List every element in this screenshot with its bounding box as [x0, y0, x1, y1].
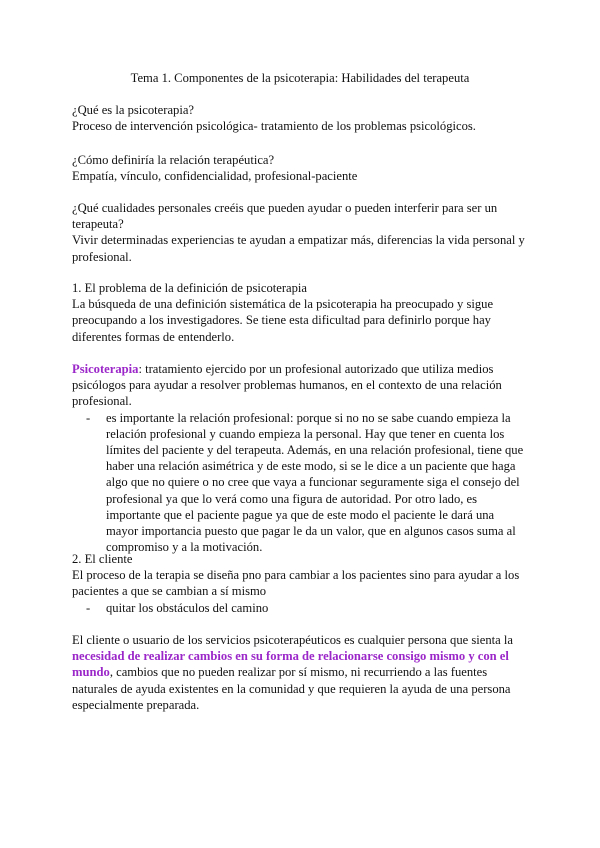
- question-1-text: ¿Qué es la psicoterapia?: [72, 103, 195, 117]
- question-1: [72, 102, 528, 134]
- bullet-text: quitar los obstáculos del camino: [106, 600, 269, 615]
- question-3: [72, 200, 528, 265]
- section-2-text: El proceso de la terapia se diseña pno para cambiar a los pacientes sino para ayudar a los pacientes a que se cambian a sí mismo: [72, 568, 520, 599]
- dash-marker: -: [86, 410, 91, 425]
- definition-text: : tratamiento ejercido por un profesional autorizado que utiliza medios psicólogos para ayudar a resolver problemas humanos, en el contexto de una relación profesional.: [72, 362, 502, 409]
- definition-paragraph: [72, 361, 528, 410]
- definition-bullets: [72, 410, 528, 556]
- answer-3-text: Vivir determinadas experiencias te ayudan a empatizar más, diferencias la vida personal y profesional.: [72, 233, 525, 264]
- client-highlight: necesidad de realizar cambios en su forma de relacionarse consigo mismo y con el mundo: [72, 649, 509, 680]
- client-definition: [72, 632, 528, 713]
- section-2: [72, 551, 528, 616]
- client-paragraph: [72, 632, 528, 713]
- bullet-text: es importante la relación profesional: porque si no no se sabe cuando empieza la relación profesional y cuando empieza la personal. Hay que tener en cuenta los límites del paciente y del terapeuta. Además, en una relación profesional, tiene que haber una relación asimétrica y de este modo, si se le dice a un paciente que haga algo que no quiere o no cree que vaya a funcionar seguramente siga el consejo del profesional ya que lo verá como una figura de autoridad. Por otro lado, es importante que el paciente pague ya que de este modo el paciente le dará una mayor importancia puesto que pagar le da un valor, que en algunos casos suma al compromiso y a la motivación.: [106, 410, 524, 555]
- section-2-heading: 2. El cliente: [72, 552, 133, 566]
- question-2-text: ¿Cómo definiría la relación terapéutica?: [72, 153, 275, 167]
- definition-term: Psicoterapia: [72, 362, 139, 376]
- section-1-text: La búsqueda de una definición sistemática de la psicoterapia ha preocupado y sigue preocupando a los investigadores. Se tiene esta dificultad para definirlo porque hay diferentes formas de entenderlo.: [72, 297, 494, 344]
- section-1: [72, 280, 528, 345]
- section-2-bullets: [72, 600, 528, 616]
- section-1-heading: 1. El problema de la definición de psicoterapia: [72, 281, 307, 295]
- client-text-before: El cliente o usuario de los servicios psicoterapéuticos es cualquier persona que sienta la: [72, 633, 513, 647]
- answer-2-text: Empatía, vínculo, confidencialidad, profesional-paciente: [72, 169, 358, 184]
- list-item: [86, 600, 528, 616]
- list-item: [86, 410, 528, 556]
- client-text-after: , cambios que no pueden realizar por sí mismo, ni recurriendo a las fuentes naturales de ayuda existentes en la comunidad y que requieren la ayuda de una persona especialmente preparada.: [72, 665, 511, 712]
- question-2: [72, 152, 528, 184]
- question-3-text: ¿Qué cualidades personales creéis que pueden ayudar o pueden interferir para ser un terapeuta?: [72, 201, 498, 232]
- page-title: Tema 1. Componentes de la psicoterapia: Habilidades del terapeuta: [130, 71, 470, 85]
- dash-marker: -: [86, 600, 91, 615]
- answer-1-text: Proceso de intervención psicológica- tratamiento de los problemas psicológicos.: [72, 119, 476, 134]
- psicoterapia-definition: [72, 361, 528, 555]
